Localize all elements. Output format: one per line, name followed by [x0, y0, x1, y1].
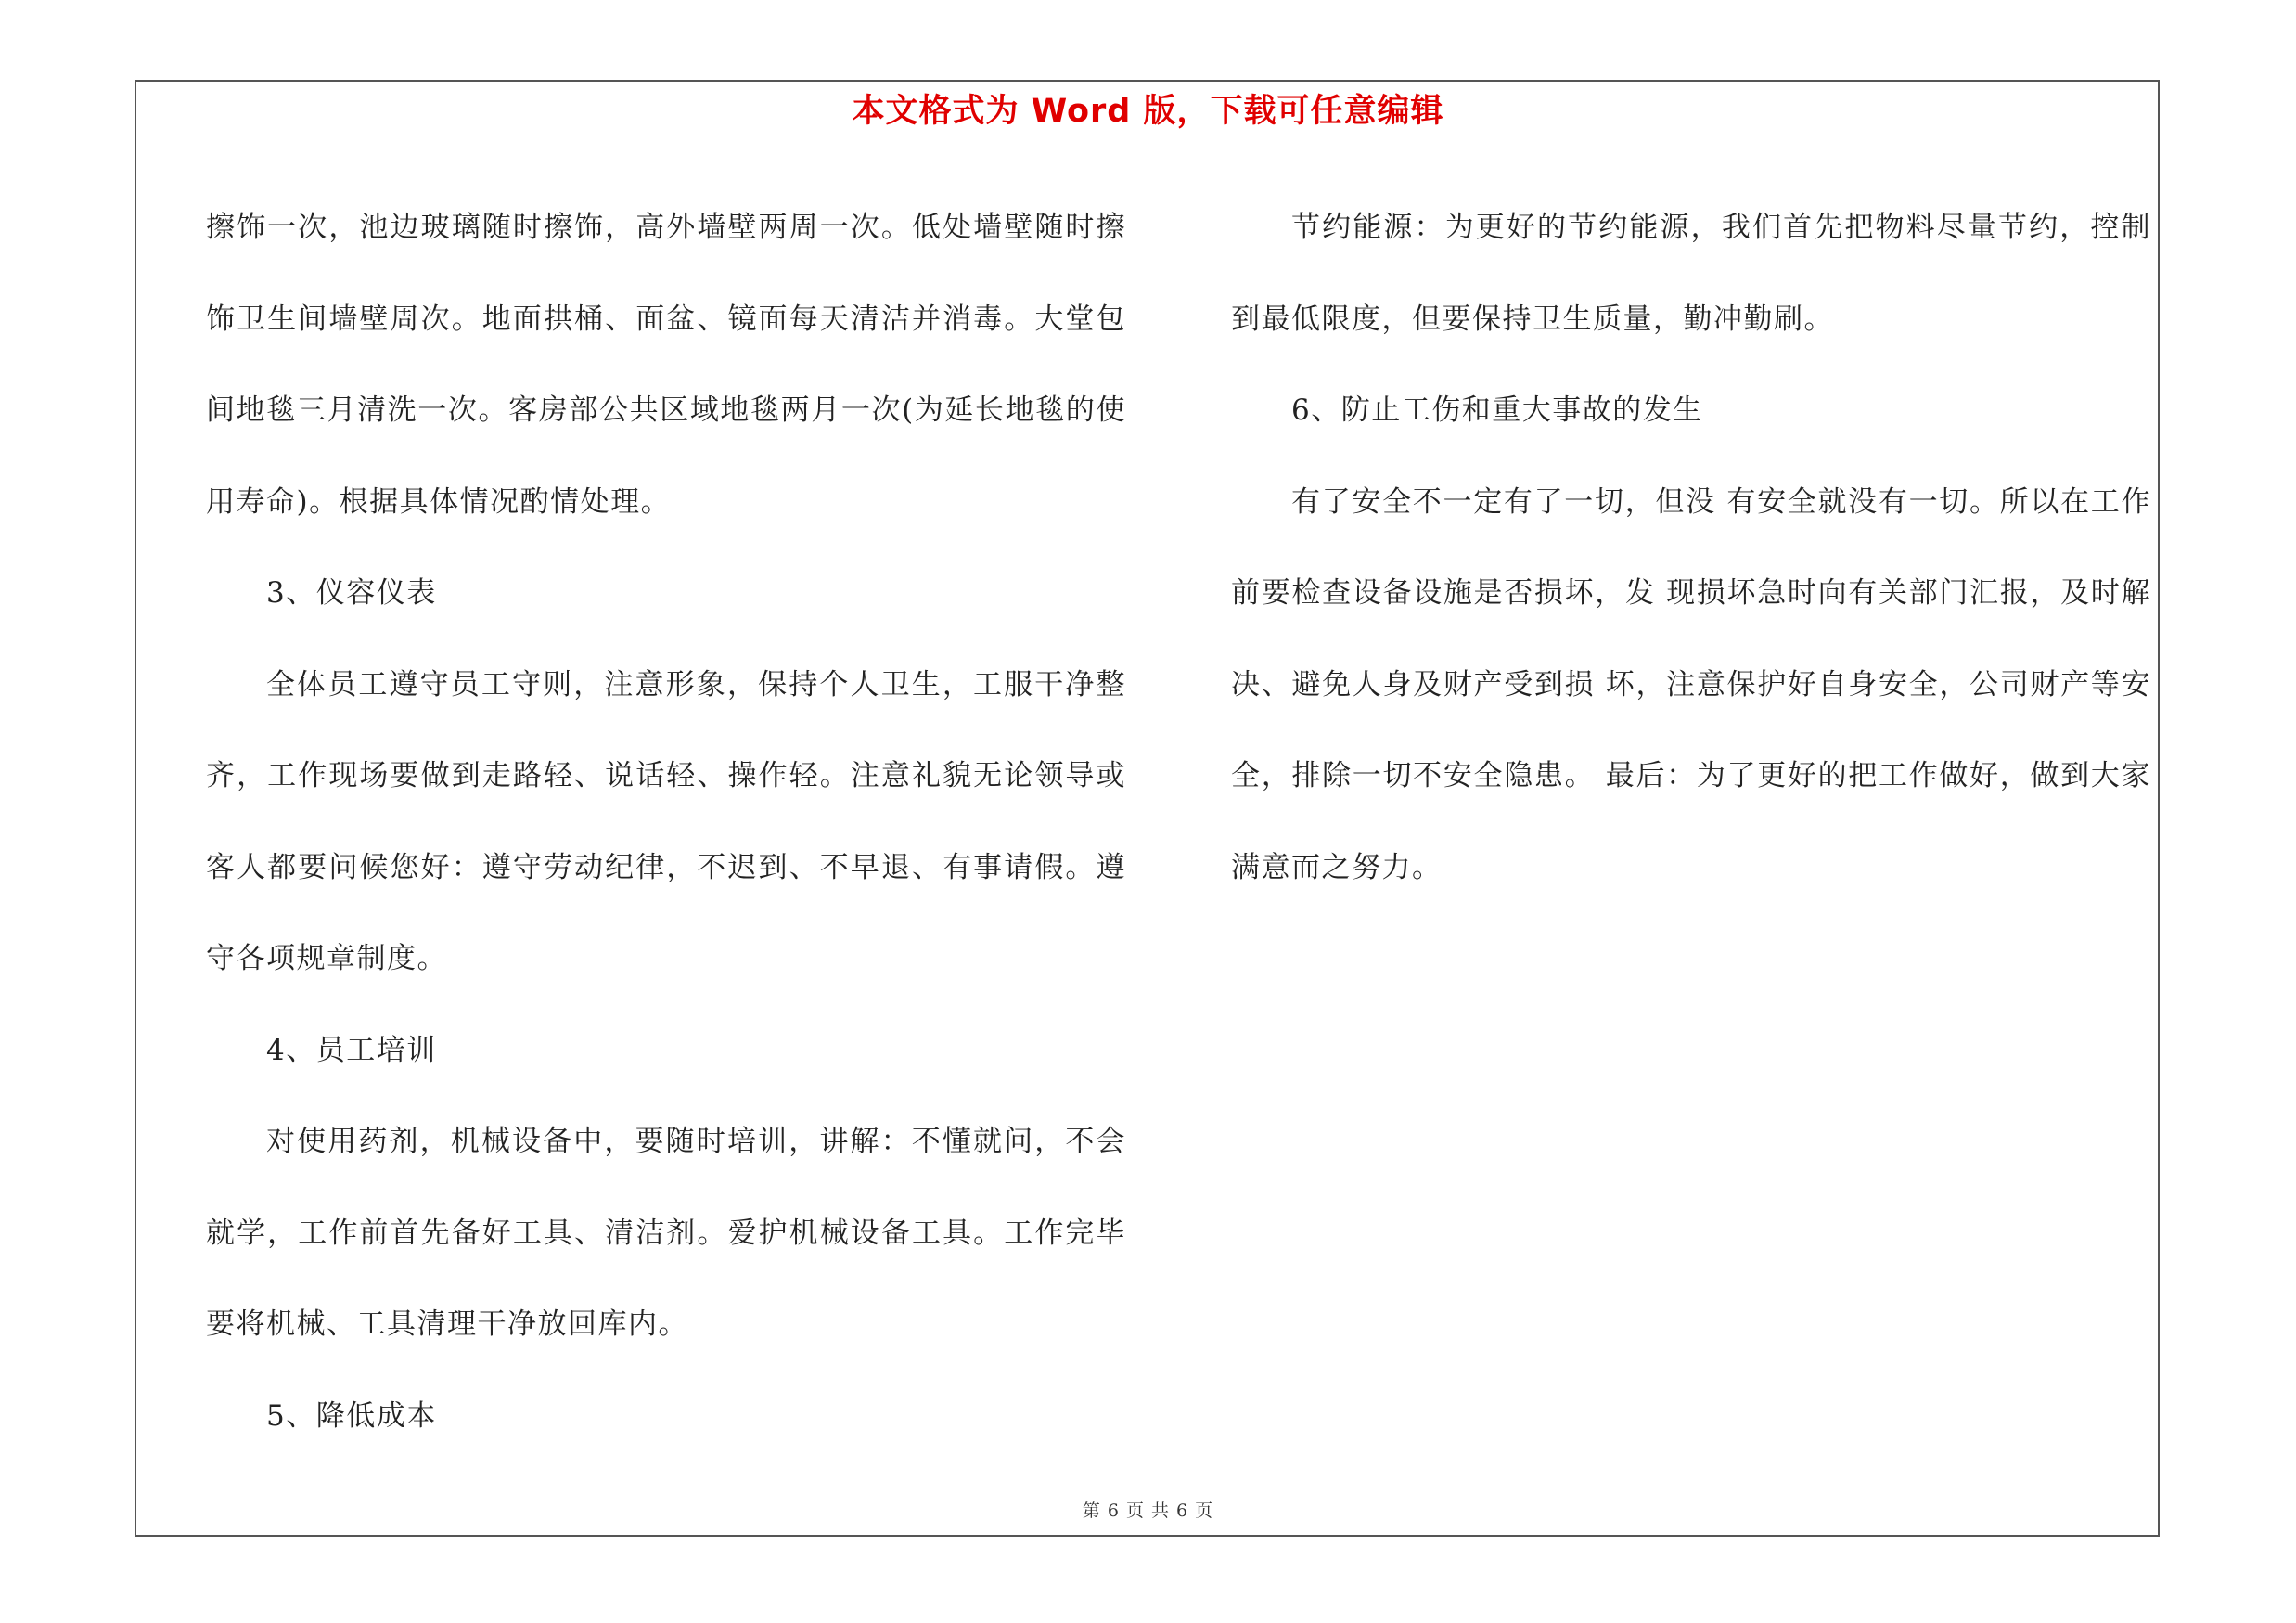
format-banner: 本文格式为 Word 版，下载可任意编辑 — [852, 93, 1444, 130]
paragraph-training: 对使用药剂，机械设备中，要随时培训，讲解：不懂就问，不会就学，工作前首先备好工具、清洁剂。爱护机械设备工具。工作完毕要将机械、工具清理干净放回库内。 — [206, 1125, 1126, 1341]
paragraph-cleaning-continued: 擦饰一次，池边玻璃随时擦饰，高外墙壁两周一次。低处墙壁随时擦饰卫生间墙壁周次。地面拱桶、面盆、镜面每天清洁并消毒。大堂包间地毯三月清洗一次。客房部公共区域地毯两月一次(为延长地毯的使用寿命)。根据具体情况酌情处理。 — [206, 211, 1126, 519]
heading-appearance: 3、仪容仪表 — [266, 576, 437, 610]
left-column — [206, 182, 1126, 1462]
page-number-footer: 第 6 页 共 6 页 — [1082, 1501, 1214, 1521]
paragraph-appearance: 全体员工遵守员工守则，注意形象，保持个人卫生，工服干净整齐，工作现场要做到走路轻、说话轻、操作轻。注意礼貌无论领导或客人都要问候您好：遵守劳动纪律，不迟到、不早退、有事请假。遵守各项规章制度。 — [206, 667, 1126, 975]
heading-training: 4、员工培训 — [266, 1033, 437, 1067]
paragraph-energy-saving: 节约能源：为更好的节约能源，我们首先把物料尽量节约，控制到最低限度，但要保持卫生质量，勤冲勤刷。 — [1231, 211, 2151, 336]
heading-safety: 6、防止工伤和重大事故的发生 — [1291, 393, 1703, 427]
heading-cost-reduction: 5、降低成本 — [266, 1398, 437, 1433]
paragraph-safety: 有了安全不一定有了一切，但没 有安全就没有一切。所以在工作前要检查设备设施是否损坏，发 现损坏急时向有关部门汇报，及时解决、避免人身及财产受到损 坏，注意保护好自身安全，公司财产等安全，排除一切不安全隐患。 最后：为了更好的把工作做好，做到大家满意而之努力。 — [1231, 484, 2151, 884]
right-column — [1231, 182, 2151, 913]
